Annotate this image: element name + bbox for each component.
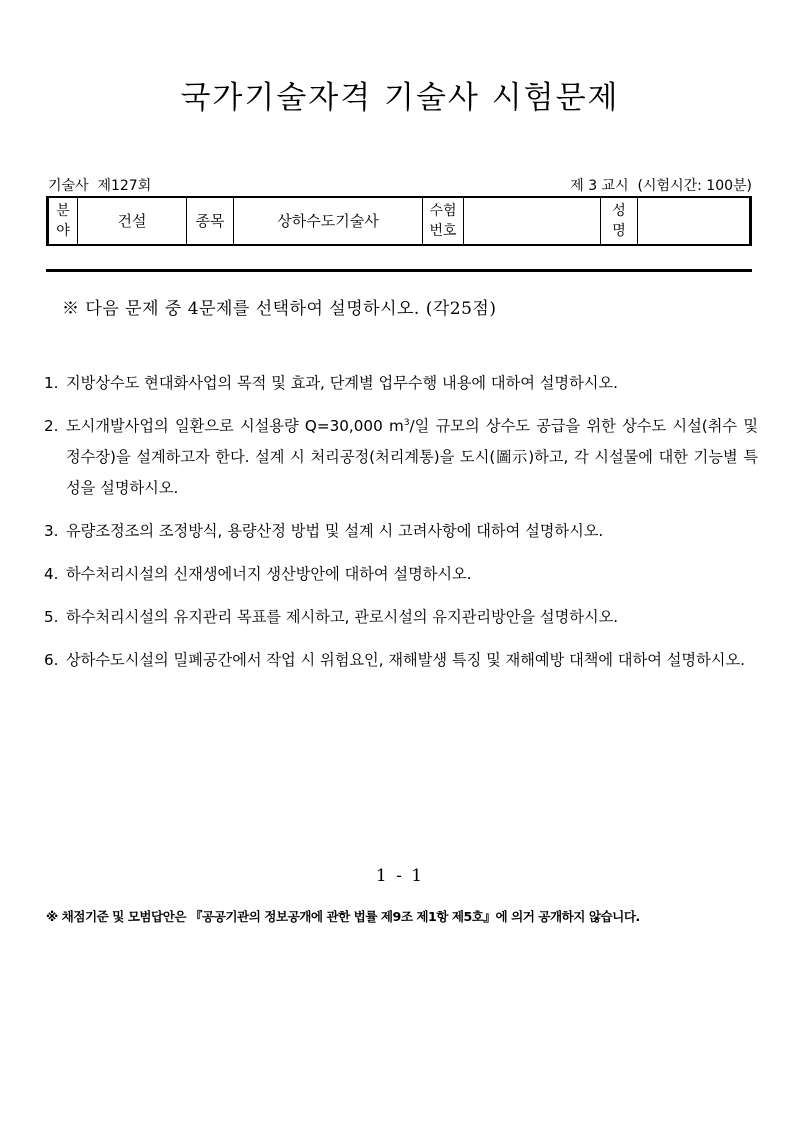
exam-meta-row	[48, 175, 752, 195]
question-text: 하수처리시설의 신재생에너지 생산방안에 대하여 설명하시오.	[66, 565, 472, 583]
exam-number-label: 수험 번호	[423, 197, 464, 245]
exam-title: 국가기술자격 기술사 시험문제	[180, 80, 620, 116]
question-item	[44, 645, 758, 676]
field-label: 분 야	[48, 197, 78, 245]
question-number: 2.	[44, 417, 59, 435]
name-field[interactable]	[638, 197, 751, 245]
question-number: 5.	[44, 608, 59, 626]
header-divider	[46, 269, 752, 272]
question-item	[44, 559, 758, 590]
exam-session: 제 3 교시 (시험시간: 100분)	[570, 178, 752, 194]
page-number: 1 - 1	[375, 866, 425, 886]
footer-note: ※ 채점기준 및 모범답안은 『공공기관의 정보공개에 관한 법률 제9조 제1항 제5호』에 의거 공개하지 않습니다.	[46, 909, 640, 924]
question-text: 유량조정조의 조정방식, 용량산정 방법 및 설계 시 고려사항에 대하여 설명하시오.	[66, 522, 604, 540]
question-text: 상하수도시설의 밀폐공간에서 작업 시 위험요인, 재해발생 특징 및 재해예방 대책에 대하여 설명하시오.	[66, 651, 745, 669]
exam-round: 기술사 제127회	[48, 178, 152, 194]
question-number: 3.	[44, 522, 59, 540]
superscript-exponent: 3	[403, 417, 410, 428]
question-text-part: /일 규모의 상수도 공급을 위한 상수도 시설(취수 및 정수장)을 설계하고자 한다. 설계 시 처리공정(처리계통)을 도시(圖示)하고, 각 시설물에 대한 기능별 특성을 설명하시오.	[66, 417, 758, 497]
category-value: 상하수도기술사	[234, 197, 423, 245]
question-number: 1.	[44, 374, 59, 392]
name-label: 성 명	[601, 197, 638, 245]
category-label: 종목	[187, 197, 234, 245]
question-text: 지방상수도 현대화사업의 목적 및 효과, 단계별 업무수행 내용에 대하여 설명하시오.	[66, 374, 618, 392]
exam-number-field[interactable]	[464, 197, 601, 245]
question-item	[44, 411, 758, 504]
question-item	[44, 516, 758, 547]
instruction-text: ※ 다음 문제 중 4문제를 선택하여 설명하시오. (각25점)	[62, 299, 497, 319]
question-item	[44, 602, 758, 633]
question-text-part: 도시개발사업의 일환으로 시설용량 Q=30,000 m	[66, 417, 404, 435]
question-number: 6.	[44, 651, 59, 669]
field-value: 건설	[78, 197, 187, 245]
question-number: 4.	[44, 565, 59, 583]
candidate-info-table	[46, 196, 752, 246]
question-text: 하수처리시설의 유지관리 목표를 제시하고, 관로시설의 유지관리방안을 설명하시오.	[66, 608, 619, 626]
question-list	[44, 368, 758, 676]
question-item	[44, 368, 758, 399]
